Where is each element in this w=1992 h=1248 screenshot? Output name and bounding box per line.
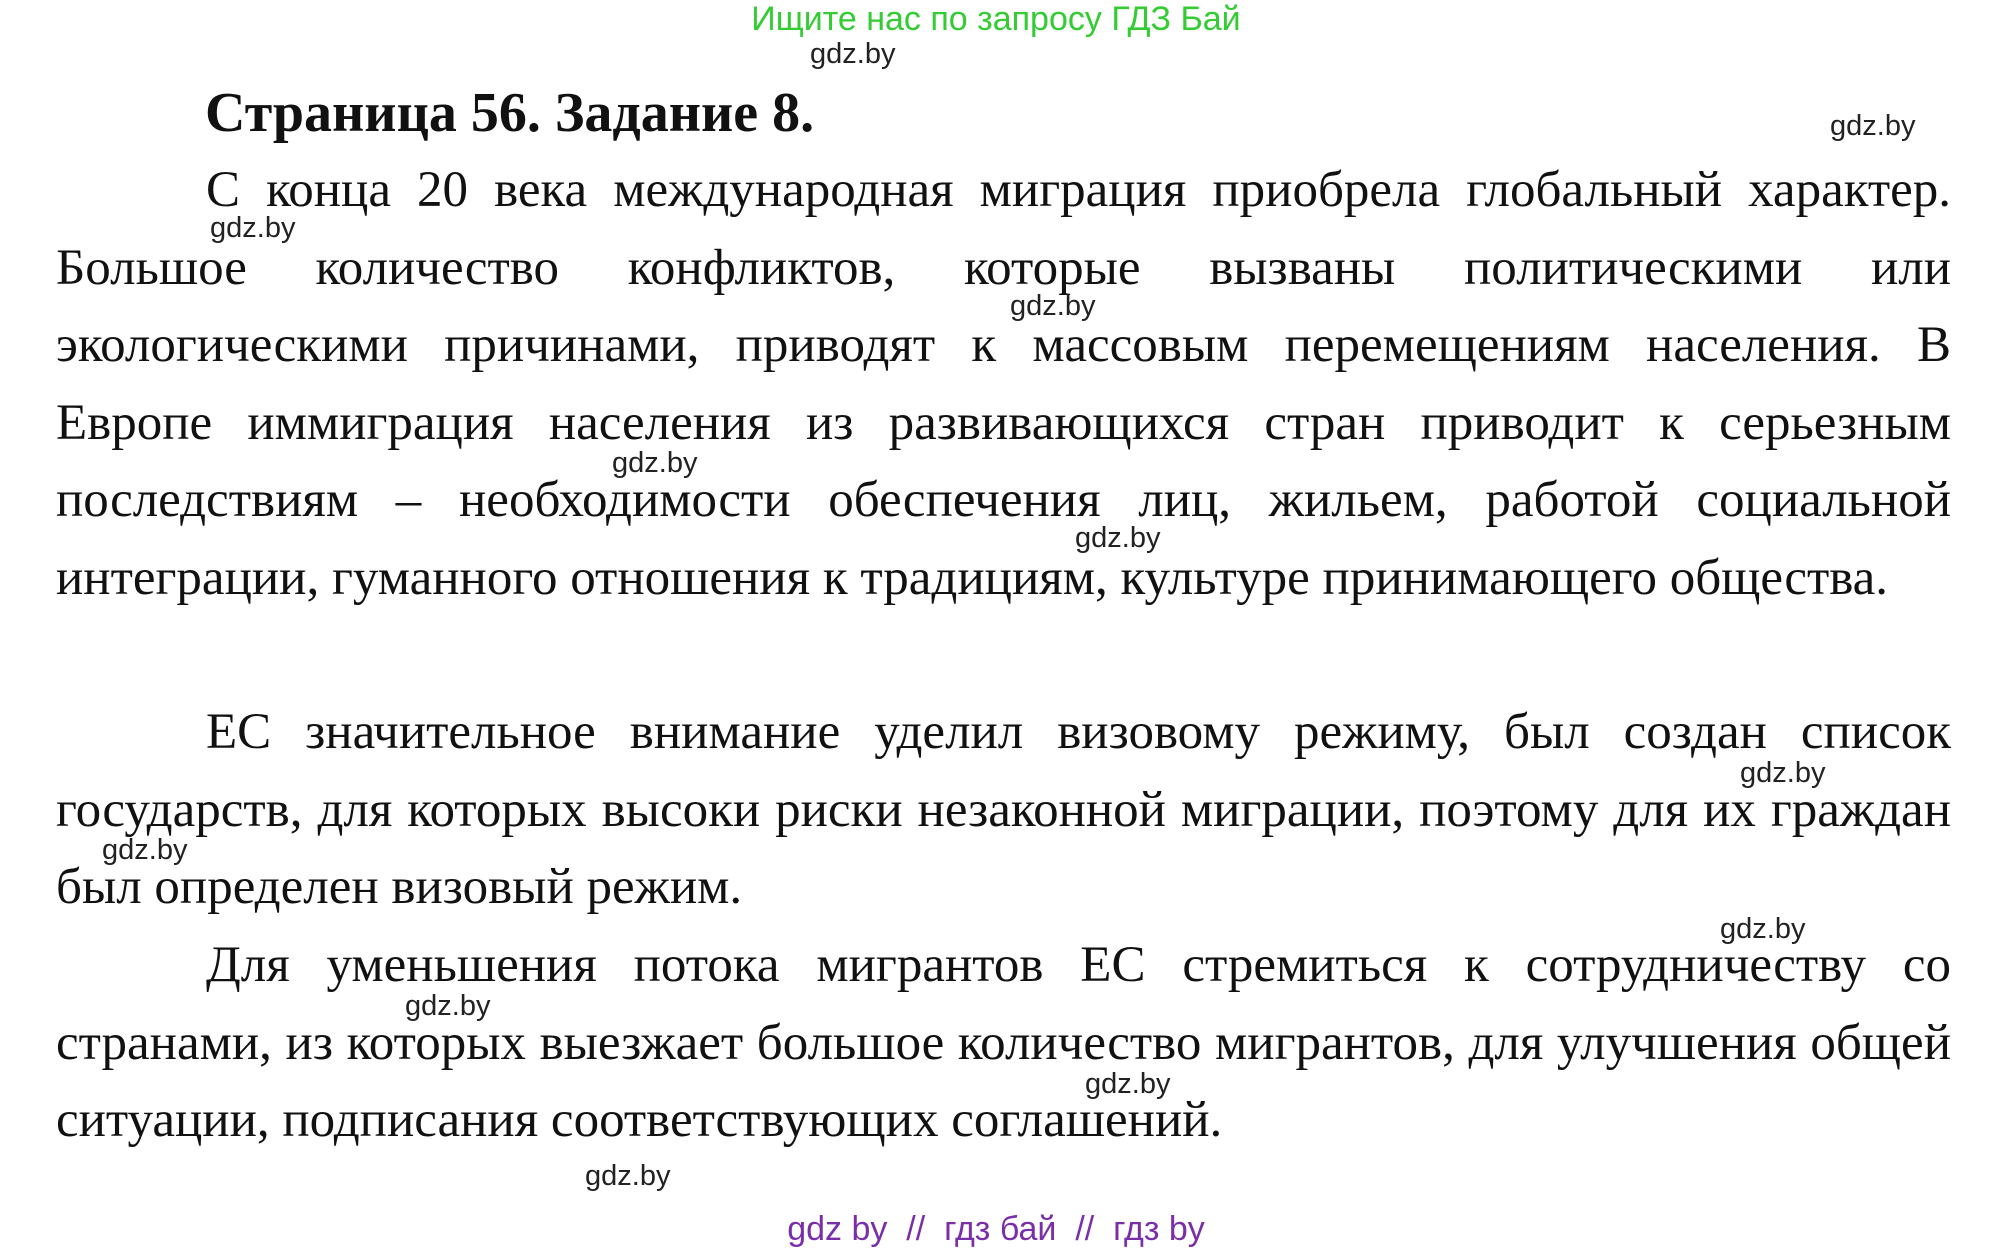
watermark: gdz.by bbox=[810, 38, 896, 70]
watermark: gdz.by bbox=[1085, 1068, 1171, 1100]
watermark: gdz.by bbox=[1830, 110, 1916, 142]
watermark: gdz.by bbox=[1740, 757, 1826, 789]
paragraph-2: ЕС значительное внимание уделил визовому режиму, был создан список государств, для которых высоки риски незаконной миграции, поэтому для их граждан был определен визовый режим. bbox=[56, 704, 1951, 915]
search-banner: Ищите нас по запросу ГДЗ Бай bbox=[751, 0, 1241, 38]
watermark: gdz.by bbox=[102, 834, 188, 866]
watermark: gdz.by bbox=[1720, 913, 1806, 945]
watermark: gdz.by bbox=[585, 1160, 671, 1192]
watermark: gdz.by bbox=[1010, 290, 1096, 322]
watermark: gdz.by bbox=[612, 447, 698, 479]
watermark: gdz.by bbox=[210, 212, 296, 244]
paragraph-3: Для уменьшения потока мигрантов ЕС стремиться к сотрудничеству со странами, из которых выезжает большое количество мигрантов, для улучшения общей ситуации, подписания соответствующих соглашений. bbox=[56, 937, 1951, 1148]
page-title: Страница 56. Задание 8. bbox=[205, 82, 815, 144]
paragraph-1: С конца 20 века международная миграция приобрела глобальный характер. Большое количество конфликтов, которые вызваны политическими или экологическими причинами, приводят к массовым перемещениям населения. В Европе иммиграция населения из развивающихся стран приводит к серьезным последствиям – необходимости обеспечения лиц, жильем, работой социальной интеграции, гуманного отношения к традициям, культуре принимающего общества. bbox=[56, 162, 1951, 606]
watermark: gdz.by bbox=[405, 990, 491, 1022]
footer-links: gdz by // гдз бай // гдз by bbox=[787, 1210, 1205, 1248]
watermark: gdz.by bbox=[1075, 522, 1161, 554]
